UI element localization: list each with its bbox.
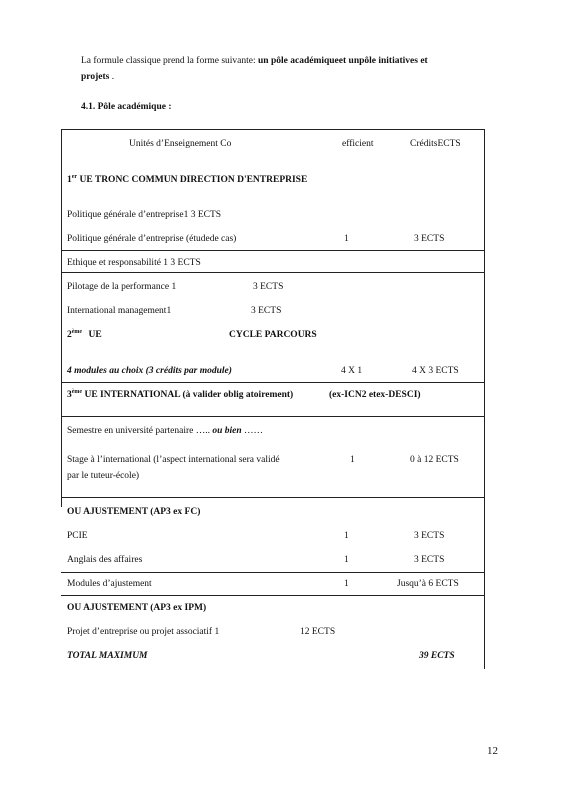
intro-text: La formule classique prend la forme suivante: bbox=[81, 56, 256, 66]
row-stage-line-2: par le tuteur-école) bbox=[67, 471, 140, 481]
ue1-sup: er bbox=[71, 173, 78, 180]
table-border-top bbox=[61, 129, 485, 130]
row-projet-credits: 12 ECTS bbox=[300, 627, 336, 637]
row-modules-ajust-credits: Jusqu’à 6 ECTS bbox=[397, 579, 459, 589]
row-international-credits: 3 ECTS bbox=[251, 306, 282, 316]
row-semestre-italic: ou bien bbox=[212, 426, 242, 436]
table-divider bbox=[61, 250, 485, 251]
row-anglais-coef: 1 bbox=[344, 555, 349, 565]
ue2-label: UE bbox=[88, 330, 102, 340]
table-divider bbox=[61, 595, 485, 596]
table-divider bbox=[61, 497, 485, 498]
row-anglais-credits: 3 ECTS bbox=[414, 555, 445, 565]
ue3-num: 3 bbox=[67, 390, 72, 400]
row-international-label: International management1 bbox=[67, 306, 172, 316]
row-pilotage-credits: 3 ECTS bbox=[253, 282, 284, 292]
row-anglais-label: Anglais des affaires bbox=[67, 555, 143, 565]
row-semestre-prefix: Semestre en université partenaire ….. bbox=[67, 426, 210, 436]
row-semestre bbox=[67, 426, 263, 436]
row-semestre-suffix: …… bbox=[241, 426, 264, 436]
row-pcie-coef: 1 bbox=[344, 531, 349, 541]
ajustement-ipm-heading: OU AJUSTEMENT (AP3 ex IPM) bbox=[67, 603, 207, 613]
ue3-extra: (ex-ICN2 etex-DESCI) bbox=[329, 390, 421, 400]
row-modules-ajust-label: Modules d’ajustement bbox=[67, 579, 152, 589]
ue2-sup: ème bbox=[71, 328, 83, 335]
row-ethique: Ethique et responsabilité 1 3 ECTS bbox=[67, 258, 201, 268]
table-divider bbox=[61, 272, 485, 273]
intro-bold-text: un pôle académiqueet unpôle initiatives et bbox=[258, 56, 428, 66]
table-divider bbox=[61, 416, 485, 417]
row-projet-label: Projet d’entreprise ou projet associatif 1 bbox=[67, 627, 220, 637]
ue2-title: CYCLE PARCOURS bbox=[229, 330, 317, 340]
row-politique-2-label: Politique générale d’entreprise (étudede cas) bbox=[67, 234, 237, 244]
table-border-left bbox=[61, 129, 62, 507]
section-heading: 4.1. Pôle académique : bbox=[81, 102, 172, 112]
table-border-right bbox=[484, 129, 485, 669]
row-politique-2-credits: 3 ECTS bbox=[414, 234, 445, 244]
row-total-label: TOTAL MAXIMUM bbox=[67, 651, 148, 661]
row-stage-coef: 1 bbox=[350, 455, 355, 465]
header-coefficient: efficient bbox=[342, 139, 374, 149]
ue2-heading bbox=[67, 330, 102, 340]
ue3-heading bbox=[67, 390, 293, 400]
ue3-sup: ème bbox=[71, 388, 83, 395]
header-unites: Unités d’Enseignement Co bbox=[129, 139, 232, 149]
row-pilotage-label: Pilotage de la performance 1 bbox=[67, 282, 177, 292]
table-divider bbox=[61, 572, 485, 573]
intro-line-1 bbox=[81, 56, 428, 66]
ue3-title: UE INTERNATIONAL (à valider oblig atoirement) bbox=[84, 390, 294, 400]
ue1-title: UE TRONC COMMUN DIRECTION D'ENTREPRISE bbox=[79, 175, 308, 185]
intro-line-2 bbox=[81, 72, 114, 82]
ue1-num: 1 bbox=[67, 175, 72, 185]
row-stage-credits: 0 à 12 ECTS bbox=[410, 455, 459, 465]
row-stage-line-1: Stage à l’international (l’aspect international sera validé bbox=[67, 455, 280, 465]
page-number: 12 bbox=[487, 745, 498, 757]
row-politique-1: Politique générale d’entreprise1 3 ECTS bbox=[67, 210, 222, 220]
row-pcie-credits: 3 ECTS bbox=[414, 531, 445, 541]
ue1-heading bbox=[67, 175, 307, 185]
ajustement-fc-heading: OU AJUSTEMENT (AP3 ex FC) bbox=[67, 507, 201, 517]
table-divider bbox=[61, 382, 485, 383]
row-modules-ajust-coef: 1 bbox=[344, 579, 349, 589]
row-politique-2-coef: 1 bbox=[344, 234, 349, 244]
row-pcie-label: PCIE bbox=[67, 531, 88, 541]
row-modules-coef: 4 X 1 bbox=[341, 366, 363, 376]
row-modules-credits: 4 X 3 ECTS bbox=[412, 366, 459, 376]
intro-bold-text-2: projets bbox=[81, 72, 110, 82]
row-total-credits: 39 ECTS bbox=[419, 651, 455, 661]
ue2-num: 2 bbox=[67, 330, 72, 340]
header-credits: CréditsECTS bbox=[410, 139, 461, 149]
intro-end: . bbox=[109, 72, 115, 82]
row-modules-label: 4 modules au choix (3 crédits par module) bbox=[67, 366, 232, 376]
